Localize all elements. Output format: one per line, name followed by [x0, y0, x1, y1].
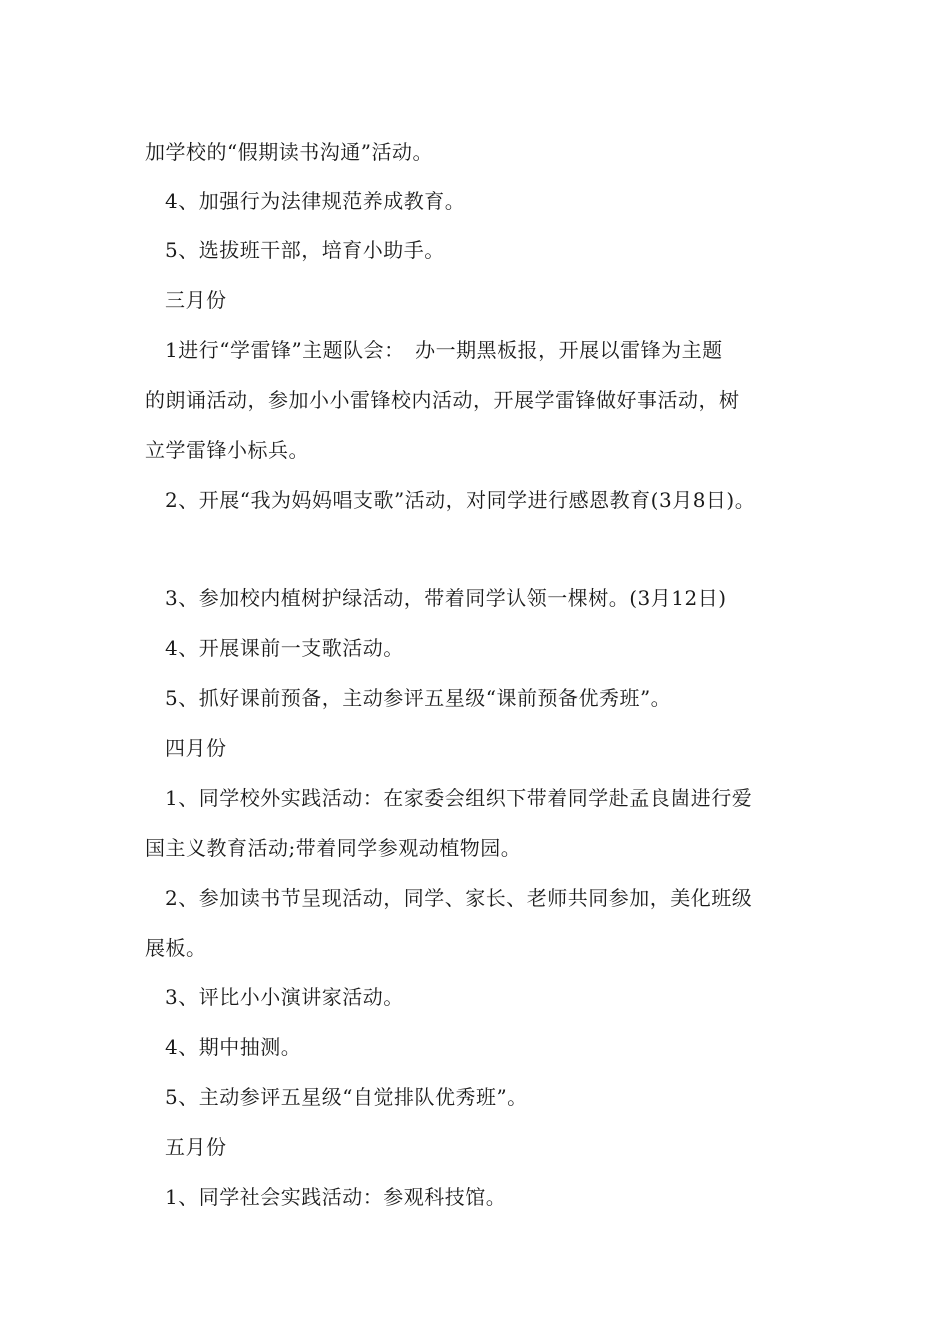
paragraph-line: 加学校的“假期读书沟通”活动。 [145, 140, 433, 164]
paragraph-line: 5、抓好课前预备，主动参评五星级“课前预备优秀班”。 [165, 686, 672, 710]
paragraph-line: 5、选拔班干部，培育小助手。 [165, 238, 445, 262]
paragraph-line: 2、开展“我为妈妈唱支歌”活动，对同学进行感恩教育(3月8日)。 [165, 488, 756, 512]
paragraph-line: 的朗诵活动，参加小小雷锋校内活动，开展学雷锋做好事活动，树 [145, 388, 740, 412]
paragraph-line: 4、加强行为法律规范养成教育。 [165, 189, 466, 213]
section-heading: 五月份 [165, 1135, 227, 1159]
paragraph-line: 4、开展课前一支歌活动。 [165, 636, 404, 660]
paragraph-line: 3、评比小小演讲家活动。 [165, 985, 404, 1009]
paragraph-line: 3、参加校内植树护绿活动，带着同学认领一棵树。(3月12日) [165, 586, 727, 610]
paragraph-line: 1、同学校外实践活动：在家委会组织下带着同学赴孟良崮进行爱 [165, 786, 753, 810]
paragraph-line: 1、同学社会实践活动：参观科技馆。 [165, 1185, 507, 1209]
paragraph-line: 展板。 [145, 936, 207, 960]
section-heading: 四月份 [165, 736, 227, 760]
paragraph-line: 2、参加读书节呈现活动，同学、家长、老师共同参加，美化班级 [165, 886, 753, 910]
section-heading: 三月份 [165, 288, 227, 312]
paragraph-line: 立学雷锋小标兵。 [145, 438, 309, 462]
paragraph-line: 国主义教育活动;带着同学参观动植物园。 [145, 836, 522, 860]
paragraph-line: 1进行“学雷锋”主题队会： 办一期黑板报，开展以雷锋为主题 [165, 338, 723, 362]
paragraph-line: 5、主动参评五星级“自觉排队优秀班”。 [165, 1085, 528, 1109]
paragraph-line: 4、期中抽测。 [165, 1035, 302, 1059]
